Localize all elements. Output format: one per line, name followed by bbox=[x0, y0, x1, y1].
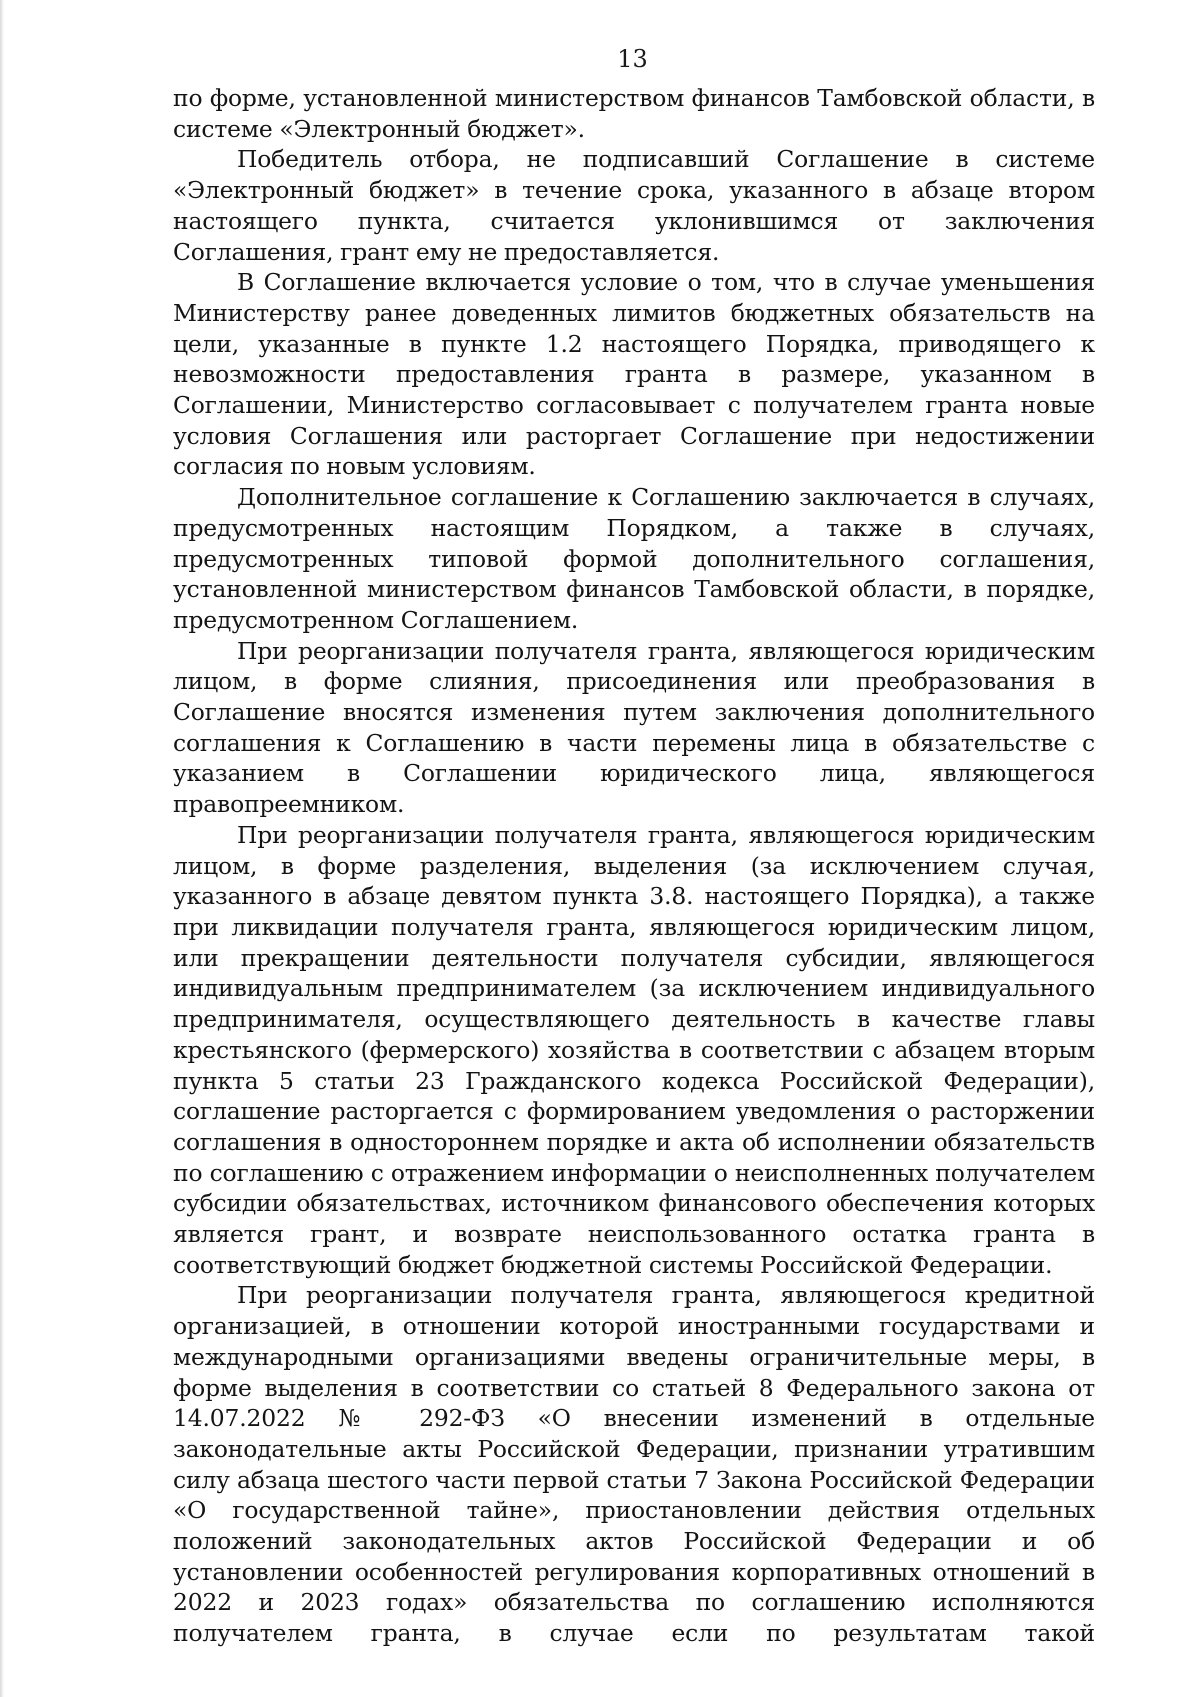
paragraph-4: Дополнительное соглашение к Соглашению заключается в случаях, предусмотренных настоящим Порядком, а также в случаях, предусмотренных типовой формой дополнительного соглашения, установленной министерством финансов Тамбовской области, в порядке, предусмотренном Соглашением. bbox=[173, 483, 1095, 634]
paragraph-2: Победитель отбора, не подписавший Соглашение в системе «Электронный бюджет» в течение срока, указанного в абзаце втором настоящего пункта, считается уклонившимся от заключения Соглашения, грант ему не предоставляется. bbox=[173, 145, 1095, 266]
document-text bbox=[173, 83, 1095, 1649]
paragraph-3: В Соглашение включается условие о том, что в случае уменьшения Министерству ранее доведенных лимитов бюджетных обязательств на цели, указанные в пункте 1.2 настоящего Порядка, приводящего к невозможности предоставления гранта в размере, указанном в Соглашении, Министерство согласовывает с получателем гранта новые условия Соглашения или расторгает Соглашение при недостижении согласия по новым условиям. bbox=[173, 268, 1095, 481]
paragraph-1: по форме, установленной министерством финансов Тамбовской области, в системе «Электронный бюджет». bbox=[173, 84, 1095, 143]
paragraph-6: При реорганизации получателя гранта, являющегося юридическим лицом, в форме разделения, выделения (за исключением случая, указанного в абзаце девятом пункта 3.8. настоящего Порядка), а также при ликвидации получателя гранта, являющегося юридическим лицом, или прекращении деятельности получателя субсидии, являющегося индивидуальным предпринимателем (за исключением индивидуального предпринимателя, осуществляющего деятельность в качестве главы крестьянского (фермерского) хозяйства в соответствии с абзацем вторым пункта 5 статьи 23 Гражданского кодекса Российской Федерации), соглашение расторгается с формированием уведомления о расторжении соглашения в одностороннем порядке и акта об исполнении обязательств по соглашению с отражением информации о неисполненных получателем субсидии обязательствах, источником финансового обеспечения которых является грант, и возврате неиспользованного остатка гранта в соответствующий бюджет бюджетной системы Российской Федерации. bbox=[173, 820, 1095, 1279]
paragraph-5: При реорганизации получателя гранта, являющегося юридическим лицом, в форме слияния, присоединения или преобразования в Соглашение вносятся изменения путем заключения дополнительного соглашения к Соглашению в части перемены лица в обязательстве с указанием в Соглашении юридического лица, являющегося правопреемником. bbox=[173, 636, 1095, 819]
paragraph-7: При реорганизации получателя гранта, являющегося кредитной организацией, в отношении которой иностранными государствами и международными организациями введены ограничительные меры, в форме выделения в соответствии со статьей 8 Федерального закона от 14.07.2022 № 292-ФЗ «О внесении изменений в отдельные законодательные акты Российской Федерации, признании утратившим силу абзаца шестого части первой статьи 7 Закона Российской Федерации «О государственной тайне», приостановлении действия отдельных положений законодательных актов Российской Федерации и об установлении особенностей регулирования корпоративных отношений в 2022 и 2023 годах» обязательства по соглашению исполняются получателем гранта, в случае если по результатам такой bbox=[173, 1281, 1095, 1648]
scan-edge-shadow bbox=[0, 0, 4, 1697]
page-number: 13 bbox=[617, 45, 648, 73]
